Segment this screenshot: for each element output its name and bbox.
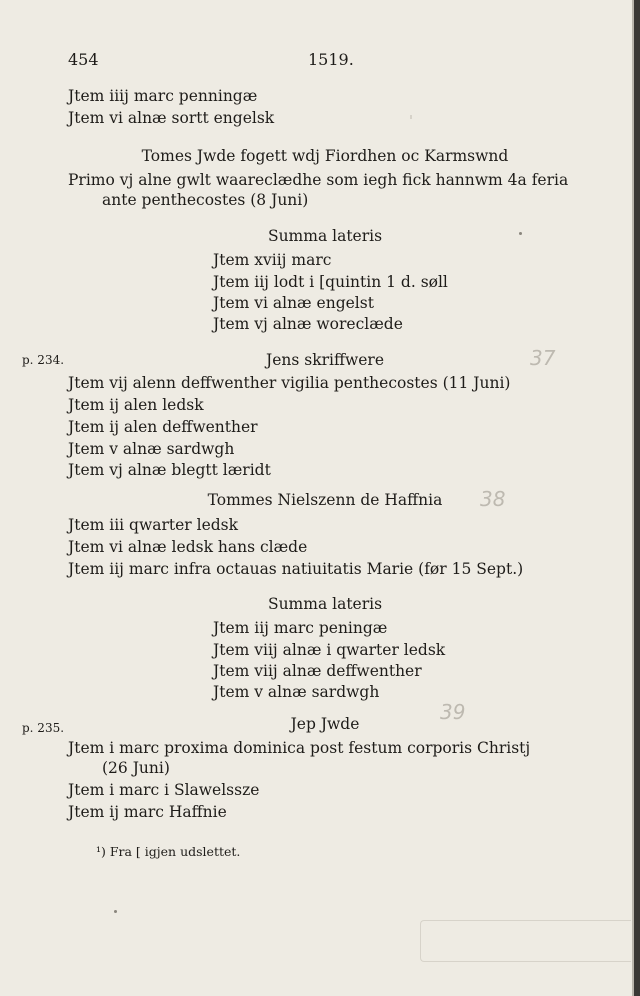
- footnote: ¹) Fra [ igjen udslettet.: [96, 844, 241, 859]
- speck: [114, 910, 117, 913]
- speck: [519, 232, 522, 235]
- entry-line: Jtem i marc i Slawelssze: [68, 781, 260, 799]
- paper-crease: [420, 920, 631, 962]
- entry-line: Jtem i marc proxima dominica post festum corporis Christj: [68, 739, 531, 757]
- entry-line: Jtem vi alnæ ledsk hans clæde: [68, 538, 308, 556]
- summa-line: Jtem vj alnæ woreclæde: [213, 315, 403, 333]
- entry-line: Jtem iiij marc penningæ: [68, 87, 258, 105]
- margin-page-ref: p. 235.: [22, 721, 65, 735]
- section-heading: Jep Jwde: [290, 715, 360, 733]
- section-heading: Tomes Jwde fogett wdj Fiordhen oc Karmswnd: [141, 147, 509, 165]
- summa-line: Jtem iij lodt i [quintin 1 d. søll: [213, 273, 448, 291]
- section-heading: Tommes Nielszenn de Haffnia: [207, 491, 443, 509]
- pencil-annotation: 38: [480, 487, 506, 511]
- entry-line: Jtem ij alen deffwenther: [68, 418, 258, 436]
- summa-heading: Summa lateris: [267, 227, 383, 245]
- summa-line: Jtem vi alnæ engelst: [213, 294, 374, 312]
- entry-line: (26 Juni): [102, 759, 170, 777]
- entry-line: Jtem vi alnæ sortt engelsk: [68, 109, 275, 127]
- entry-line: Jtem ij marc Haffnie: [68, 803, 227, 821]
- entry-line: Jtem vij alenn deffwenther vigilia penthecostes (11 Juni): [68, 374, 511, 392]
- entry-line: ante penthecostes (8 Juni): [102, 191, 309, 209]
- summa-line: Jtem iij marc peningæ: [213, 619, 388, 637]
- summa-line: Jtem xviij marc: [213, 251, 332, 269]
- summa-line: Jtem v alnæ sardwgh: [213, 683, 380, 701]
- entry-line: Jtem iij marc infra octauas natiuitatis Marie (før 15 Sept.): [68, 560, 524, 578]
- summa-line: Jtem viij alnæ i qwarter ledsk: [213, 641, 446, 659]
- page-edge: [634, 0, 640, 996]
- entry-line: Jtem vj alnæ blegtt læridt: [68, 461, 271, 479]
- entry-line: Jtem v alnæ sardwgh: [68, 440, 235, 458]
- entry-line: Jtem ij alen ledsk: [68, 396, 204, 414]
- summa-line: Jtem viij alnæ deffwenther: [213, 662, 422, 680]
- summa-heading: Summa lateris: [267, 595, 383, 613]
- page-number: 454: [68, 50, 99, 69]
- speck: [410, 115, 412, 119]
- running-year: 1519.: [308, 50, 354, 69]
- entry-line: Jtem iii qwarter ledsk: [68, 516, 239, 534]
- margin-page-ref: p. 234.: [22, 353, 65, 367]
- section-heading: Jens skriffwere: [266, 351, 384, 369]
- pencil-annotation: 37: [530, 346, 556, 370]
- pencil-annotation: 39: [440, 700, 466, 724]
- entry-line: Primo vj alne gwlt waareclædhe som iegh fick hannwm 4a feria: [68, 171, 569, 189]
